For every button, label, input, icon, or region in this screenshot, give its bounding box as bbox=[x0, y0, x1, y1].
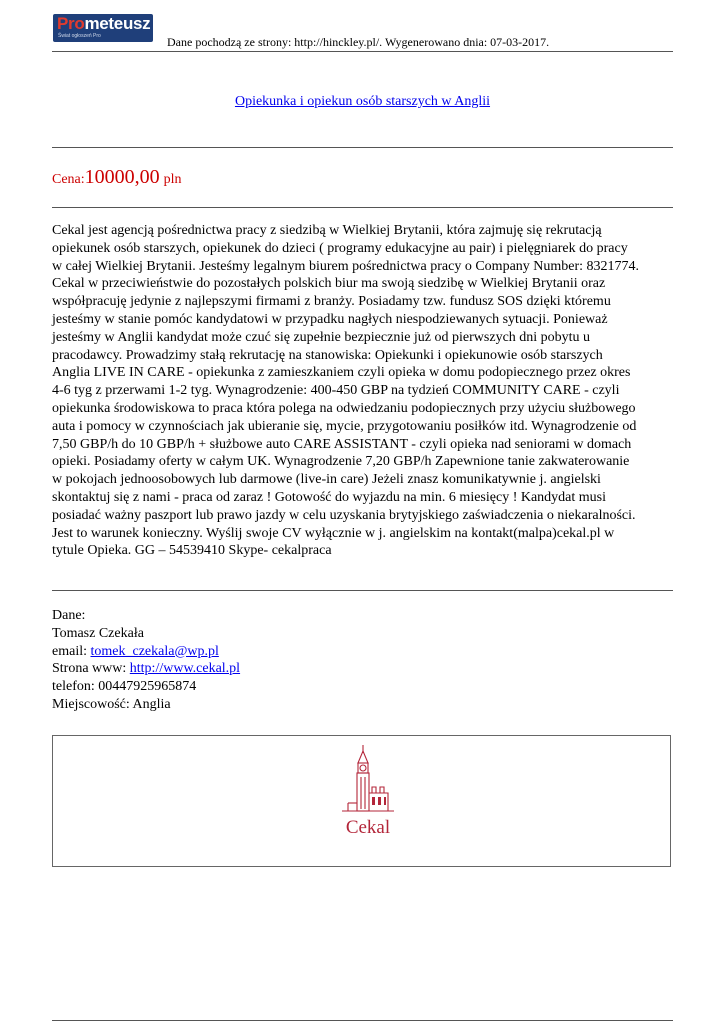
logo-tagline: Świat ogłoszeń Pro bbox=[58, 33, 101, 39]
description-line: 7,50 GBP/h do 10 GBP/h + służbowe auto CARE ASSISTANT - czyli opieka nad seniorami w domach bbox=[52, 436, 632, 452]
cekal-logo-image bbox=[328, 741, 408, 839]
description-line: pracodawcy. Prowadzimy stałą rekrutację na stanowiska: Opiekunki i opiekunowie osób starszych bbox=[52, 347, 603, 363]
price-currency: pln bbox=[163, 172, 182, 187]
description-line: jesteśmy w Anglii kandydat może czuć się zupełnie bezpiecznie już od pierwszych dni pobytu u bbox=[52, 329, 591, 345]
logo-wordmark: Prometeusz bbox=[57, 14, 151, 33]
description-line: opiekunek osób starszych, opiekunek do dzieci ( programy edukacyjne au pair) i pielęgniarek do pracy bbox=[52, 240, 628, 256]
contact-phone-row: telefon: 00447925965874 bbox=[52, 679, 197, 695]
price-value: 10000,00 bbox=[84, 166, 160, 188]
website-link[interactable]: http://www.cekal.pl bbox=[129, 661, 241, 677]
description-line: skontaktuj się z nami - praca od zaraz ! Gotowość do wyjazdu na min. 6 miesięcy ! Kandydat musi bbox=[52, 489, 607, 505]
description-line: w całej Wielkiej Brytanii. Jesteśmy legalnym biurem pośrednictwa pracy o Company Number: 8321774. bbox=[52, 258, 640, 274]
description-line: jesteśmy w stanie pomóc kandydatowi w przypadku nagłych niespodziewanych sytuacji. Ponieważ bbox=[52, 311, 608, 327]
prometeusz-logo bbox=[53, 14, 153, 42]
source-line: Dane pochodzą ze strony: http://hinckley.pl/. Wygenerowano dnia: 07-03-2017. bbox=[167, 35, 550, 49]
contact-city-row: Miejscowość: Anglia bbox=[52, 696, 171, 712]
description-line: tytule Opieka. GG – 54539410 Skype- cekalpraca bbox=[52, 543, 332, 559]
contact-website-row: Strona www: http://www.cekal.pl bbox=[52, 661, 241, 677]
description-line: Cekal w przeciwieństwie do pozostałych polskich biur ma swoją siedzibę w Wielkiej Brytanii oraz bbox=[52, 276, 606, 292]
listing-image-box bbox=[52, 735, 671, 867]
listing-title-link[interactable]: Opiekunka i opiekun osób starszych w Anglii bbox=[234, 94, 491, 109]
price-divider bbox=[52, 207, 673, 208]
price-label: Cena: bbox=[52, 172, 85, 187]
description-line: Cekal jest agencją pośrednictwa pracy z siedzibą w Wielkiej Brytanii, która zajmuję się rekrutacją bbox=[52, 223, 602, 238]
description-line: opiekunka środowiskowa to praca która polega na odwiedzaniu podopiecznych przy użyciu służbowego bbox=[52, 400, 636, 416]
phone-number: 00447925965874 bbox=[98, 679, 197, 695]
footer-divider bbox=[52, 1020, 673, 1021]
contact-name: Tomasz Czekała bbox=[52, 625, 144, 641]
title-divider bbox=[52, 147, 673, 148]
price bbox=[52, 166, 182, 189]
header-divider bbox=[52, 51, 673, 52]
description-line: Jest to warunek konieczny. Wyślij swoje CV wyłącznie w j. angielskim na kontakt(malpa)cekal.pl w bbox=[52, 525, 615, 541]
description-line: Anglia LIVE IN CARE - opiekunka z zamieszkaniem czyli opieka w domu podopiecznego przez okres bbox=[52, 365, 631, 381]
description-divider bbox=[52, 590, 673, 591]
description bbox=[52, 222, 672, 560]
city: Anglia bbox=[132, 696, 171, 712]
contact-heading: Dane: bbox=[52, 608, 86, 623]
contact-block bbox=[52, 607, 240, 714]
email-link[interactable]: tomek_czekala@wp.pl bbox=[90, 643, 219, 659]
cekal-logo-text: Cekal bbox=[345, 817, 391, 838]
description-line: opieki. Posiadamy oferty w całym UK. Wynagrodzenie 7,20 GBP/h Zapewnione tanie zakwaterowanie bbox=[52, 454, 630, 470]
description-line: posiadać ważny paszport lub prawo jazdy w celu uzyskania brytyjskiego zaświadczenia o niekaralności. bbox=[52, 507, 636, 523]
description-line: w pokojach jednoosobowych lub darmowe (live-in care) Jeżeli znasz komunikatywnie j. angielski bbox=[52, 472, 601, 488]
description-line: współpracuję jedynie z najlepszymi firmami z branży. Posiadamy tzw. fundusz SOS dzięki któremu bbox=[52, 294, 611, 310]
description-line: auta i pomocy w czynnościach jak ubieranie się, mycie, przygotowaniu posiłków itd. Wynagrodzenie od bbox=[52, 418, 637, 434]
description-line: 4-6 tyg z przerwami 1-2 tyg. Wynagrodzenie: 400-450 GBP na tydzień COMMUNITY CARE - czyli bbox=[52, 383, 620, 399]
contact-email-row: email: tomek_czekala@wp.pl bbox=[52, 643, 219, 659]
